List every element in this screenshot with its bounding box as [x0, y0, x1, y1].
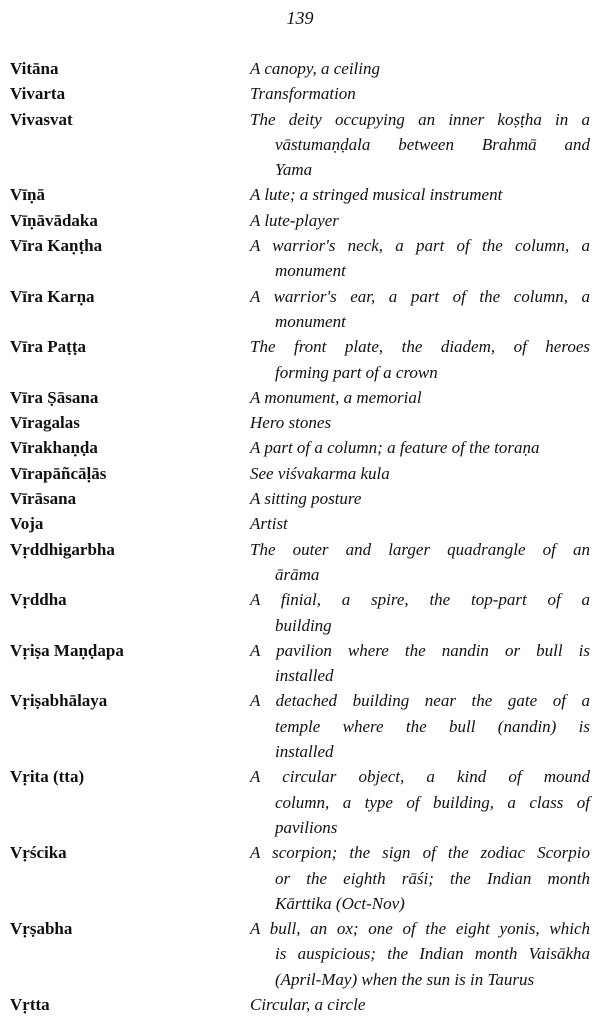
glossary-entry [10, 511, 590, 536]
glossary-entry [10, 208, 590, 233]
definition-line: Hero stones [250, 413, 332, 433]
glossary-term: Vivasvat [10, 109, 73, 129]
glossary-entry [10, 334, 590, 385]
definition-line: temple where the bull (nandin) is [275, 716, 590, 736]
glossary-entry [10, 638, 590, 689]
glossary-definition [250, 334, 590, 385]
definition-line: vāstumaṇḍala between Brahmā and [275, 134, 590, 154]
glossary-entry [10, 537, 590, 588]
glossary-entry [10, 435, 590, 460]
definition-line: Kārttika (Oct-Nov) [275, 893, 405, 913]
glossary-definition [250, 410, 590, 435]
glossary-definition [250, 81, 590, 106]
glossary-definition [250, 435, 590, 460]
glossary-definition [250, 208, 590, 233]
glossary-term: Vṛiṣa Maṇḍapa [10, 640, 124, 660]
glossary-entry [10, 284, 590, 335]
definition-line: pavilions [275, 817, 338, 837]
glossary-definition [250, 107, 590, 183]
definition-line: is auspicious; the Indian month Vaisākha [275, 944, 590, 964]
glossary-definition [250, 385, 590, 410]
definition-line: A sitting posture [250, 489, 362, 509]
definition-line: A circular object, a kind of mound [250, 767, 590, 787]
glossary-list [10, 56, 590, 1017]
definition-line: A warrior's neck, a part of the column, a [250, 236, 590, 256]
definition-line: Circular, a circle [250, 994, 366, 1014]
definition-line: The outer and larger quadrangle of an [250, 539, 590, 559]
glossary-entry [10, 107, 590, 183]
glossary-definition [250, 284, 590, 335]
definition-line: A scorpion; the sign of the zodiac Scorpio [250, 843, 590, 863]
glossary-entry [10, 410, 590, 435]
definition-line: monument [275, 261, 346, 281]
definition-line: installed [275, 666, 334, 686]
glossary-definition [250, 486, 590, 511]
glossary-definition [250, 992, 590, 1017]
glossary-entry [10, 233, 590, 284]
definition-line: monument [275, 311, 346, 331]
definition-line: forming part of a crown [275, 362, 438, 382]
glossary-term: Vṛita (tta) [10, 767, 85, 787]
glossary-term: Vīra Ṣāsana [10, 387, 99, 407]
glossary-term: Vṛiṣabhālaya [10, 691, 108, 711]
glossary-entry [10, 916, 590, 992]
glossary-term: Vṛtta [10, 994, 50, 1014]
glossary-term: Vīrakhaṇḍa [10, 438, 98, 458]
definition-line: A bull, an ox; one of the eight yonis, which [250, 919, 590, 939]
glossary-definition [250, 537, 590, 588]
glossary-definition [250, 688, 590, 764]
glossary-term: Vīṇāvādaka [10, 210, 98, 230]
definition-line: See viśvakarma kula [250, 463, 390, 483]
glossary-entry [10, 182, 590, 207]
definition-line: A part of a column; a feature of the toraṇa [250, 438, 540, 458]
glossary-definition [250, 233, 590, 284]
glossary-term: Vṛścika [10, 843, 67, 863]
glossary-entry [10, 992, 590, 1017]
definition-line: A lute; a stringed musical instrument [250, 185, 503, 205]
glossary-entry [10, 56, 590, 81]
glossary-term: Vīra Kaṇṭha [10, 236, 103, 256]
glossary-term: Vṛṣabha [10, 919, 73, 939]
definition-line: or the eighth rāśi; the Indian month [275, 868, 590, 888]
definition-line: ārāma [275, 564, 320, 584]
glossary-definition [250, 461, 590, 486]
glossary-term: Vīra Karṇa [10, 286, 95, 306]
glossary-definition [250, 56, 590, 81]
glossary-definition [250, 587, 590, 638]
glossary-term: Vivarta [10, 84, 66, 104]
definition-line: A finial, a spire, the top-part of a [250, 590, 590, 610]
definition-line: A warrior's ear, a part of the column, a [250, 286, 590, 306]
glossary-entry [10, 461, 590, 486]
glossary-term: Vīragalas [10, 413, 80, 433]
glossary-term: Vīra Paṭṭa [10, 337, 87, 357]
definition-line: A canopy, a ceiling [250, 59, 380, 78]
definition-line: A pavilion where the nandin or bull is [250, 640, 590, 660]
glossary-entry [10, 587, 590, 638]
glossary-entry [10, 486, 590, 511]
glossary-term: Vīrāsana [10, 489, 77, 509]
glossary-definition [250, 764, 590, 840]
glossary-definition [250, 638, 590, 689]
glossary-term: Voja [10, 514, 44, 534]
glossary-term: Vṛddha [10, 590, 67, 610]
glossary-entry [10, 81, 590, 106]
glossary-term: Vṛddhigarbha [10, 539, 115, 559]
definition-line: The deity occupying an inner koṣṭha in a [250, 109, 590, 129]
glossary-definition [250, 182, 590, 207]
glossary-entry [10, 840, 590, 916]
definition-line: The front plate, the diadem, of heroes [250, 337, 590, 357]
definition-line: building [275, 615, 332, 635]
glossary-term: Vitāna [10, 59, 59, 78]
definition-line: installed [275, 742, 334, 762]
glossary-definition [250, 840, 590, 916]
definition-line: A lute-player [250, 210, 339, 230]
definition-line: A monument, a memorial [250, 387, 422, 407]
glossary-term: Vīṇā [10, 185, 45, 205]
page-number: 139 [286, 8, 314, 28]
glossary-entry [10, 764, 590, 840]
definition-line: column, a type of building, a class of [275, 792, 590, 812]
definition-line: Transformation [250, 84, 356, 104]
definition-line: Yama [275, 160, 313, 180]
glossary-term: Vīrapāñcāḷās [10, 463, 107, 483]
glossary-definition [250, 511, 590, 536]
definition-line: Artist [250, 514, 288, 534]
glossary-entry [10, 688, 590, 764]
definition-line: A detached building near the gate of a [250, 691, 590, 711]
glossary-entry [10, 385, 590, 410]
definition-line: (April-May) when the sun is in Taurus [275, 969, 535, 989]
glossary-definition [250, 916, 590, 992]
